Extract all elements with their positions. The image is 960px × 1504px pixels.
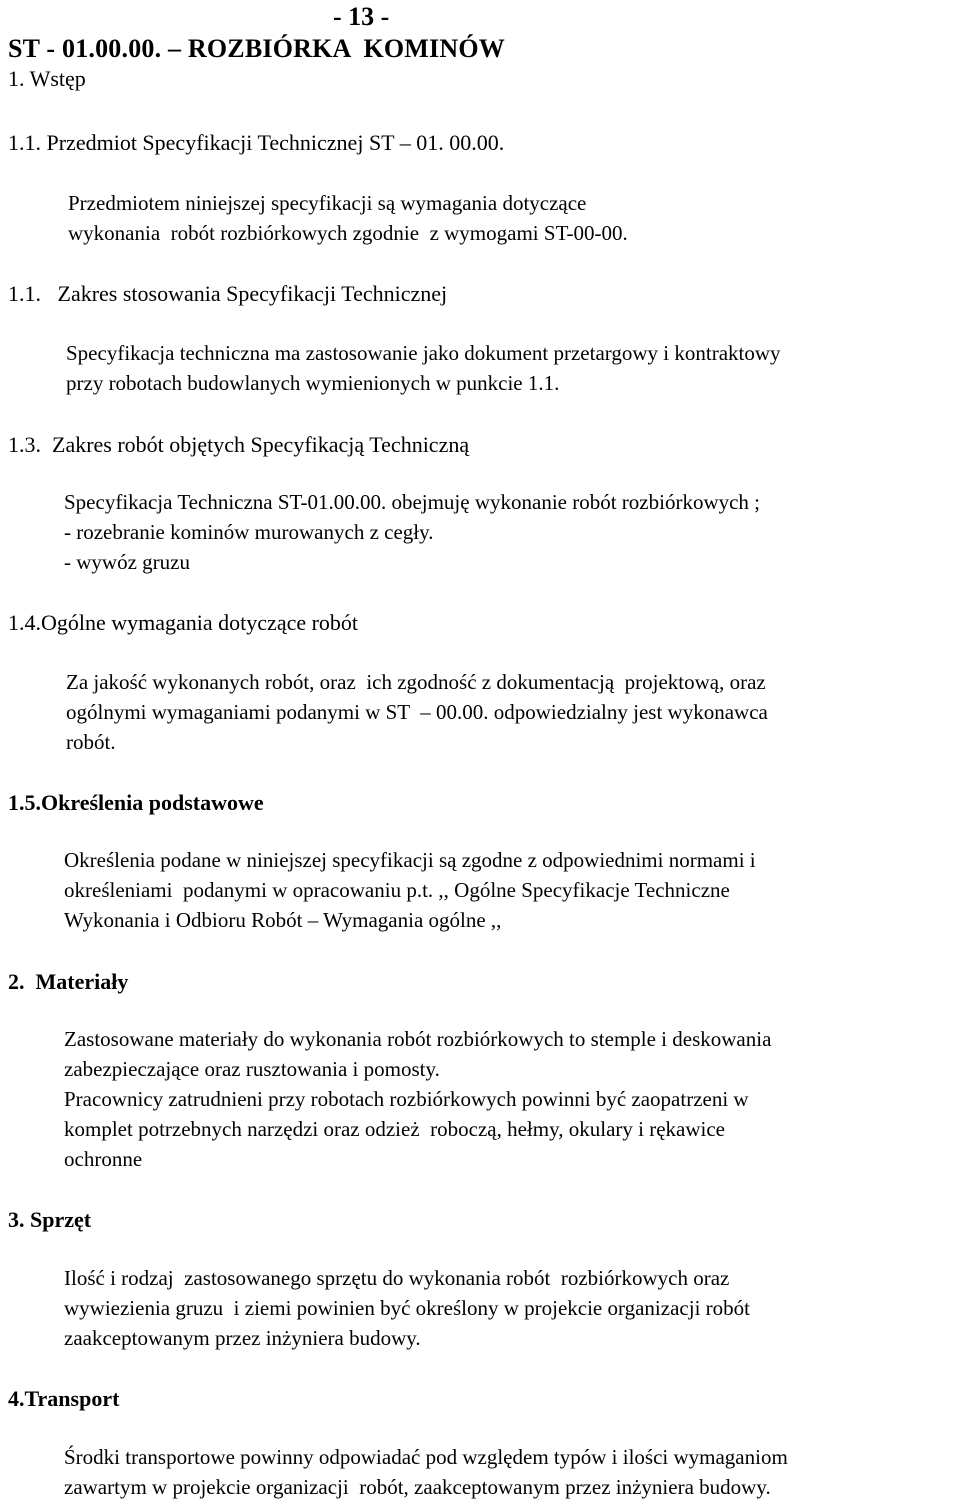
section-4-text-line: Środki transportowe powinny odpowiadać pod względem typów i ilości wymaganiom bbox=[64, 1445, 788, 1469]
section-4-text-line: zawartym w projekcie organizacji robót, zaakceptowanym przez inżyniera budowy. bbox=[64, 1475, 771, 1499]
section-1-5-text-line: Określenia podane w niniejszej specyfikacji są zgodne z odpowiednimi normami i bbox=[64, 848, 756, 872]
section-1-1-text-line: wykonania robót rozbiórkowych zgodnie z wymogami ST-00-00. bbox=[68, 221, 628, 245]
section-1-3-text-line: - wywóz gruzu bbox=[64, 550, 190, 574]
section-1-4-text-line: ogólnymi wymaganiami podanymi w ST – 00.00. odpowiedzialny jest wykonawca bbox=[66, 700, 768, 724]
section-2-text-line: ochronne bbox=[64, 1147, 143, 1171]
section-1-1-text-line: Przedmiotem niniejszej specyfikacji są wymagania dotyczące bbox=[68, 191, 587, 215]
section-2-text-line: Pracownicy zatrudnieni przy robotach rozbiórkowych powinni być zaopatrzeni w bbox=[64, 1087, 749, 1111]
section-1-5-text-line: określeniami podanymi w opracowaniu p.t. ,, Ogólne Specyfikacje Techniczne bbox=[64, 878, 730, 902]
section-1-5-text-line: Wykonania i Odbioru Robót – Wymagania ogólne ,, bbox=[64, 908, 502, 932]
section-1-4-heading: 1.4.Ogólne wymagania dotyczące robót bbox=[8, 610, 359, 635]
section-1-heading: 1. Wstęp bbox=[8, 66, 86, 91]
section-1-2-text-line: Specyfikacja techniczna ma zastosowanie jako dokument przetargowy i kontraktowy bbox=[66, 341, 781, 365]
section-1-1-heading: 1.1. Przedmiot Specyfikacji Technicznej ST – 01. 00.00. bbox=[8, 130, 505, 155]
section-3-text-line: wywiezienia gruzu i ziemi powinien być określony w projekcie organizacji robót bbox=[64, 1296, 750, 1320]
section-1-3-heading: 1.3. Zakres robót objętych Specyfikacją Techniczną bbox=[8, 432, 470, 457]
section-2-text-line: komplet potrzebnych narzędzi oraz odzież roboczą, hełmy, okulary i rękawice bbox=[64, 1117, 725, 1141]
section-2-text-line: Zastosowane materiały do wykonania robót rozbiórkowych to stemple i deskowania bbox=[64, 1027, 772, 1051]
section-1-3-text-line: - rozebranie kominów murowanych z cegły. bbox=[64, 520, 434, 544]
page-number: - 13 - bbox=[333, 2, 390, 31]
section-1-2-heading: 1.1. Zakres stosowania Specyfikacji Technicznej bbox=[8, 281, 448, 306]
section-1-2-text-line: przy robotach budowlanych wymienionych w punkcie 1.1. bbox=[66, 371, 560, 395]
section-2-heading: 2. Materiały bbox=[8, 969, 129, 994]
section-3-heading: 3. Sprzęt bbox=[8, 1207, 92, 1232]
section-1-4-text-line: Za jakość wykonanych robót, oraz ich zgodność z dokumentacją projektową, oraz bbox=[66, 670, 766, 694]
section-2-text-line: zabezpieczające oraz rusztowania i pomosty. bbox=[64, 1057, 440, 1081]
section-4-heading: 4.Transport bbox=[8, 1386, 120, 1411]
section-1-3-text-line: Specyfikacja Techniczna ST-01.00.00. obejmuję wykonanie robót rozbiórkowych ; bbox=[64, 490, 761, 514]
section-1-4-text-line: robót. bbox=[66, 730, 116, 754]
section-1-5-heading: 1.5.Określenia podstawowe bbox=[8, 790, 264, 815]
document-title: ST - 01.00.00. – ROZBIÓRKA KOMINÓW bbox=[8, 34, 505, 63]
section-3-text-line: zaakceptowanym przez inżyniera budowy. bbox=[64, 1326, 421, 1350]
section-3-text-line: Ilość i rodzaj zastosowanego sprzętu do wykonania robót rozbiórkowych oraz bbox=[64, 1266, 730, 1290]
